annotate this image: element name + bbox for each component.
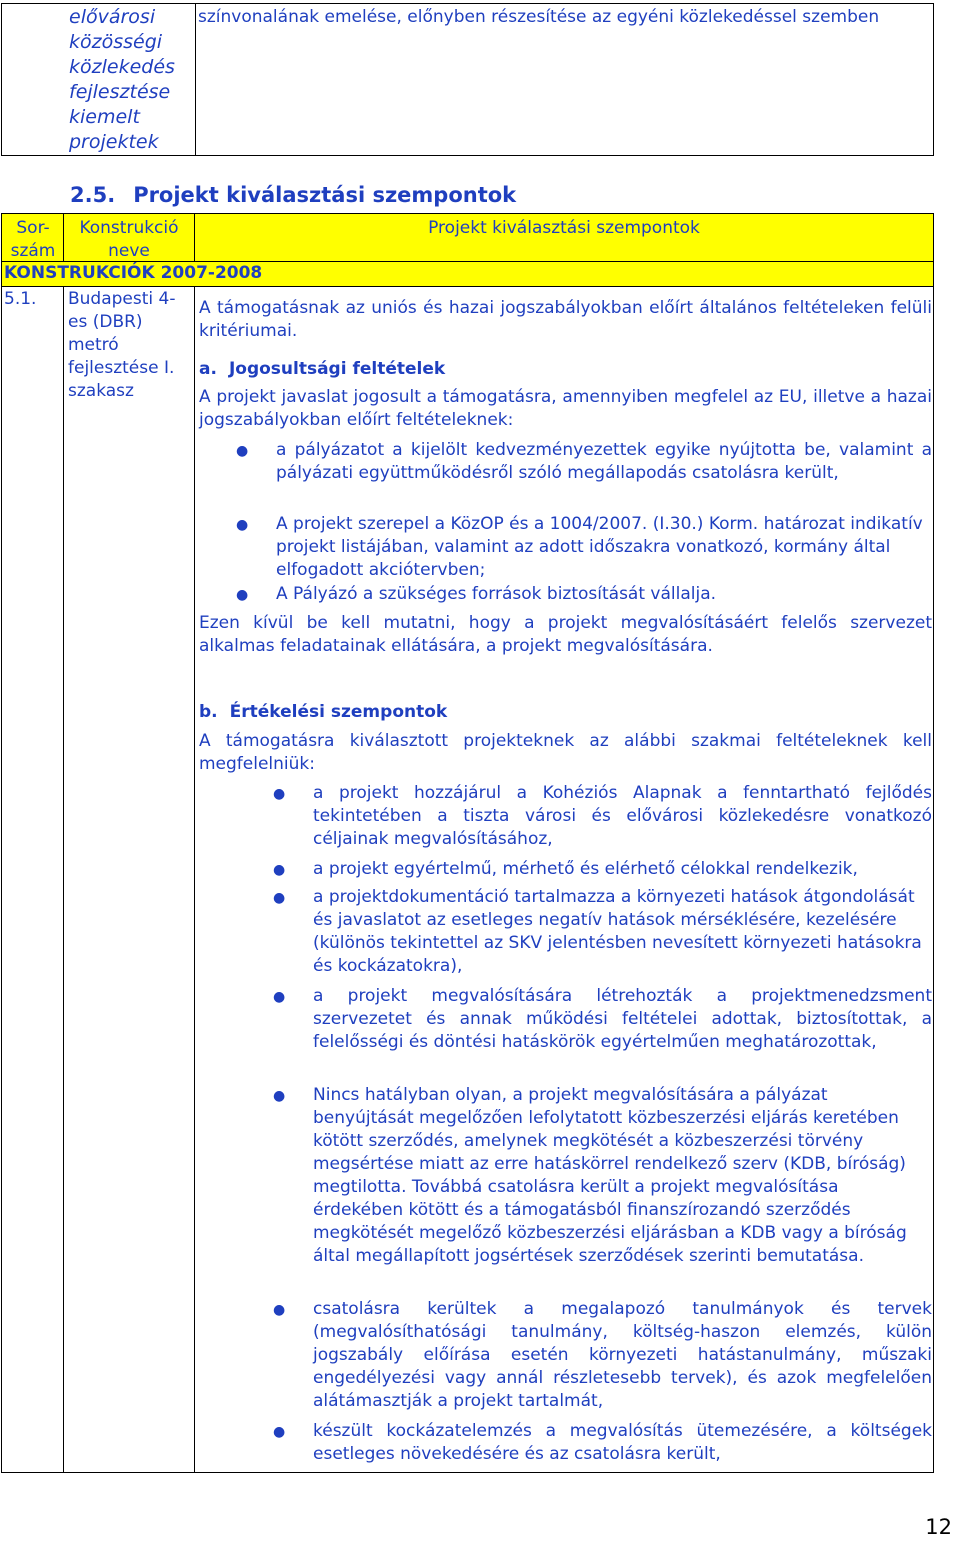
header-konstrukcio: Konstrukció neve xyxy=(79,218,179,261)
page-number: 12 xyxy=(925,1515,952,1539)
section-b-letter: b. xyxy=(199,702,218,722)
bullet-icon: ● xyxy=(273,1302,286,1318)
row-name: Budapesti 4-es (DBR) metró fejlesztése I. szakasz xyxy=(68,289,176,401)
section-number: 2.5. xyxy=(70,183,116,207)
bullet-icon: ● xyxy=(273,890,286,906)
list-item: a projekt egyértelmű, mérhető és elérhető célokkal rendelkezik, xyxy=(313,859,858,879)
list-item: készült kockázatelemzés a megvalósítás ütemezésére, a költségek esetleges növekedésére és az csatolásra került, xyxy=(313,1421,932,1464)
table-divider xyxy=(63,287,64,1472)
list-item: A projekt szerepel a KözOP és a 1004/2007. (I.30.) Korm. határozat indikatív projekt listájában, valamint az adott időszakra vonatkozó, kormány által elfogadott akciótervben; xyxy=(276,514,923,580)
table-divider xyxy=(2,286,933,287)
top-left-cell: elővárosi közösségi közlekedés fejlesztése kiemelt projektek xyxy=(69,6,175,153)
top-right-cell: színvonalának emelése, előnyben részesítése az egyéni közlekedéssel szemben xyxy=(198,7,880,27)
bullet-icon: ● xyxy=(273,1088,286,1104)
list-item: Nincs hatályban olyan, a projekt megvalósítására a pályázat benyújtását megelőzően lefolytatott közbeszerzési eljárás keretében kötött szerződés, amelynek megkötését a közbeszerzési törvény megsértése miatt az erre hatáskörrel rendelkező szerv (KDB, bíróság) megtilotta. Továbbá csatolásra került a projekt megvalósítása érdekében kötött és a támogatásból finanszírozandó szerződés megkötését megelőző közbeszerzési eljárásban a KDB vagy a bíróság által megállapított jogsértések szerződések szerinti bemutatása. xyxy=(313,1085,907,1266)
konstrukciok-label: KONSTRUKCIÓK 2007-2008 xyxy=(4,263,263,283)
section-heading xyxy=(70,182,516,208)
list-item: a pályázatot a kijelölt kedvezményezettek egyike nyújtotta be, valamint a pályázati együttműködésről szóló megállapodás csatolásra került, xyxy=(276,440,932,483)
bullet-icon: ● xyxy=(273,989,286,1005)
bullet-icon: ● xyxy=(236,587,249,603)
section-a-heading: Jogosultsági feltételek xyxy=(228,359,446,379)
bullet-icon: ● xyxy=(273,862,286,878)
table-divider xyxy=(195,3,196,156)
header-sorszam: Sor-szám xyxy=(10,218,56,261)
section-b-title xyxy=(199,701,447,724)
list-item: a projekt hozzájárul a Kohéziós Alapnak a fenntartható fejlődés tekintetében a tiszta városi és elővárosi közlekedésre vonatkozó céljainak megvalósításához, xyxy=(313,783,932,849)
list-item: a projekt megvalósítására létrehozták a projektmenedzsment szervezetet és annak működési feltételei adottak, biztosítottak, a felelősségi és döntési hatáskörök egyértelműen meghatározottak, xyxy=(313,986,932,1052)
list-item: A Pályázó a szükséges források biztosítását vállalja. xyxy=(276,584,717,604)
section-b-intro: A támogatásra kiválasztott projekteknek az alábbi szakmai feltételeknek kell megfelelniük: xyxy=(199,731,932,774)
row-number: 5.1. xyxy=(4,289,37,309)
list-item: a projektdokumentáció tartalmazza a környezeti hatások átgondolását és javaslatot az esetleges negatív hatások mérséklésére, kezelésére (különös tekintettel az SKV jelentésben nevesített környezeti hatásokra és kockázatokra), xyxy=(313,887,922,976)
section-a-letter: a. xyxy=(199,359,217,379)
bullet-icon: ● xyxy=(273,1424,286,1440)
section-a-closing: Ezen kívül be kell mutatni, hogy a projekt megvalósításáért felelős szervezet alkalmas feladatainak ellátására, a projekt megvalósítására. xyxy=(199,613,932,656)
section-a-title xyxy=(199,358,445,381)
section-b-heading: Értékelési szempontok xyxy=(229,702,448,722)
bullet-icon: ● xyxy=(236,443,249,459)
header-szempontok: Projekt kiválasztási szempontok xyxy=(428,218,700,238)
bullet-icon: ● xyxy=(273,786,286,802)
list-item: csatolásra kerültek a megalapozó tanulmányok és tervek (megvalósíthatósági tanulmány, költség-haszon elemzés, külön jogszabály előírása esetén környezeti hatástanulmány, műszaki engedélyezési vagy annál részletesebb tervek), és azok megfelelően alátámasztják a projekt tartalmát, xyxy=(313,1299,932,1411)
row-intro: A támogatásnak az uniós és hazai jogszabályokban előírt általános feltételeken felüli kritériumai. xyxy=(199,298,932,341)
section-a-intro: A projekt javaslat jogosult a támogatásra, amennyiben megfelel az EU, illetve a hazai jogszabályokban előírt feltételeknek: xyxy=(199,387,932,430)
table-divider xyxy=(194,287,195,1472)
bullet-icon: ● xyxy=(236,517,249,533)
section-title: Projekt kiválasztási szempontok xyxy=(133,183,517,207)
